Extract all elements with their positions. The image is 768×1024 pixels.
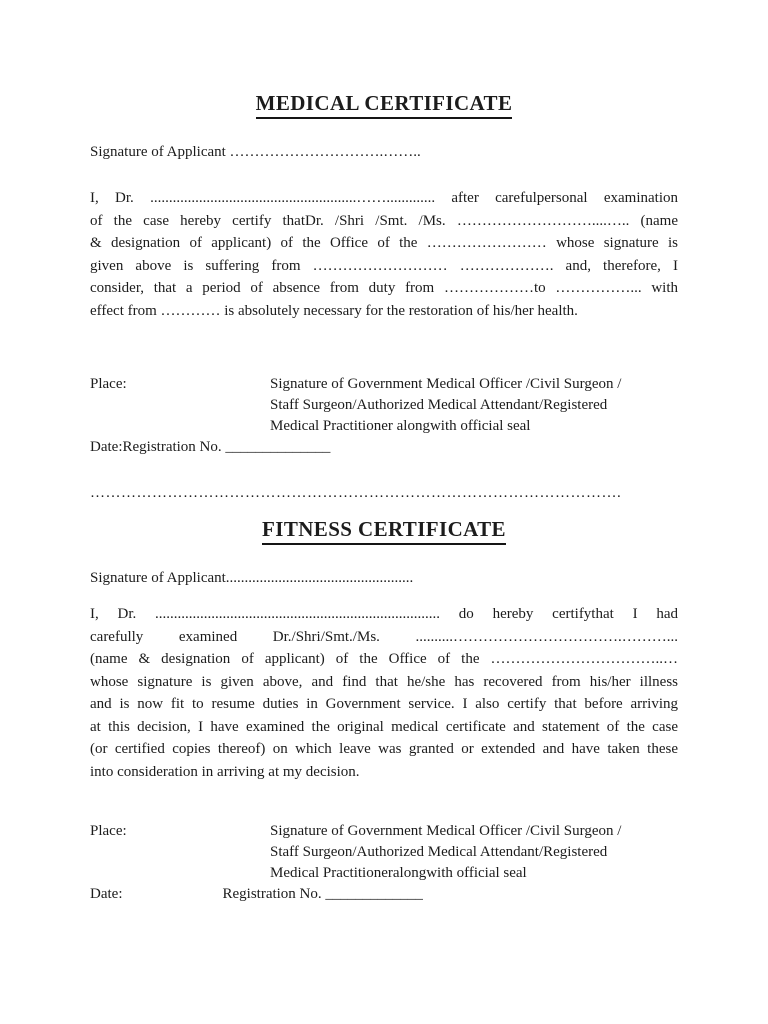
- medical-signature-block: [90, 374, 678, 437]
- medical-body-line: effect from ………… is absolutely necessary for the restoration of his/her health.: [90, 302, 578, 319]
- medical-place-label: Place:: [90, 376, 127, 392]
- medical-certificate-title-text: MEDICAL CERTIFICATE: [256, 90, 513, 119]
- medical-body-line: I, Dr. .......................................................……............. after carefulpersonal examination: [90, 190, 678, 206]
- fitness-body-line: (name & designation of applicant) of the Office of the ……………………………..…: [90, 651, 678, 667]
- medical-certificate-title: [90, 90, 678, 119]
- fitness-date-label: Date:: [90, 886, 123, 902]
- officer-signature-line: Medical Practitioneralongwith official seal: [270, 865, 527, 881]
- fitness-certificate-body: [90, 603, 678, 783]
- medical-applicant-signature-line: Signature of Applicant ………………………….……..: [90, 144, 421, 160]
- fitness-body-line: whose signature is given above, and find that he/she has recovered from his/her illness: [90, 673, 678, 690]
- officer-signature-line: Medical Practitioner alongwith official seal: [270, 418, 531, 434]
- fitness-body-line: and is now fit to resume duties in Government service. I also certify that before arriving: [90, 696, 678, 712]
- fitness-body-line: into consideration in arriving at my decision.: [90, 763, 360, 780]
- fitness-date-registration-row: [90, 884, 678, 905]
- officer-signature-line: Signature of Government Medical Officer /Civil Surgeon /: [270, 823, 622, 839]
- fitness-certificate-title-text: FITNESS CERTIFICATE: [262, 516, 506, 545]
- document-content: [90, 0, 678, 905]
- fitness-certificate-title: [90, 516, 678, 545]
- medical-officer-signature-lines: [270, 374, 678, 437]
- fitness-place-label: Place:: [90, 823, 127, 839]
- fitness-body-line: carefully examined Dr./Shri/Smt./Ms. ..........…………………………….………...: [90, 628, 678, 645]
- officer-signature-line: Signature of Government Medical Officer /Civil Surgeon /: [270, 376, 622, 392]
- fitness-body-line: at this decision, I have examined the original medical certificate and statement of the case: [90, 718, 678, 735]
- fitness-signature-block: [90, 821, 678, 884]
- medical-date-registration-line: Date:Registration No. ______________: [90, 439, 331, 455]
- fitness-body-line: (or certified copies thereof) on which leave was granted or extended and have taken these: [90, 741, 678, 757]
- fitness-body-line: I, Dr. ............................................................................ do hereby certifythat I had: [90, 606, 678, 622]
- fitness-registration-line: Registration No. _____________: [222, 886, 423, 902]
- medical-certificate-body: [90, 187, 678, 322]
- fitness-officer-signature-lines: [270, 821, 678, 884]
- medical-body-line: given above is suffering from ……………………… ………………. and, therefore, I: [90, 257, 678, 274]
- medical-body-line: consider, that a period of absence from duty from ………………to ……………... with: [90, 280, 678, 296]
- medical-body-line: & designation of applicant) of the Office of the …………………… whose signature is: [90, 235, 678, 251]
- dotted-separator: ………………………………………………………………………………………….: [90, 485, 622, 501]
- officer-signature-line: Staff Surgeon/Authorized Medical Attendant/Registered: [270, 844, 608, 860]
- officer-signature-line: Staff Surgeon/Authorized Medical Attendant/Registered: [270, 397, 608, 413]
- fitness-applicant-signature-line: Signature of Applicant..................................................: [90, 570, 414, 586]
- medical-body-line: of the case hereby certify thatDr. /Shri /Smt. /Ms. ………………………....….. (name: [90, 212, 678, 229]
